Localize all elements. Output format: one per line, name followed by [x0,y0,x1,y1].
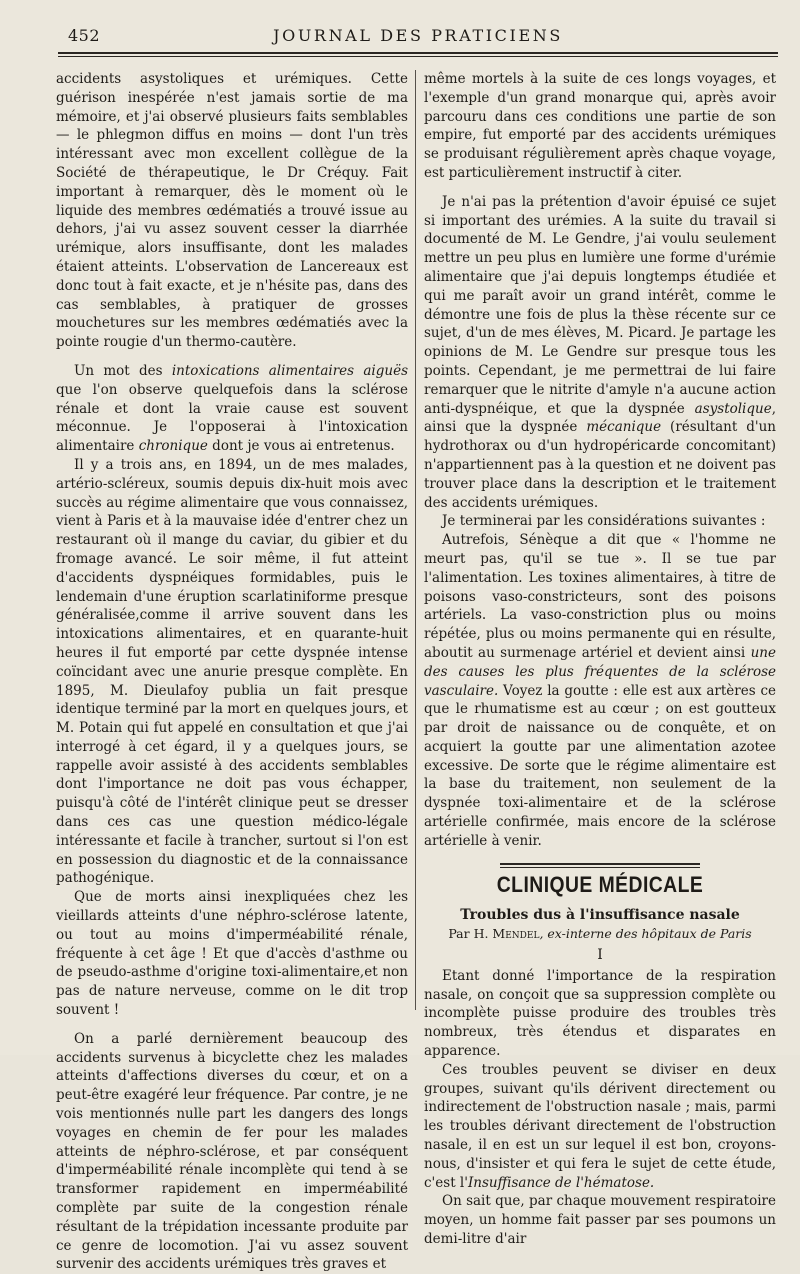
header-rule [58,52,778,54]
paragraph: Ces troubles peuvent se diviser en deux groupes, suivant qu'ils dérivent directement ou indirectement de l'obstruction nasale ; mais, parmi les troubles dérivant directement de l'obstruction nasale, il en est un sur lequel il est bon, croyons-nous, d'insister et qui fera le sujet de cette étude, c'est l'Insuffisance de l'hématose. [424,1061,776,1191]
paragraph: même mortels à la suite de ces longs voyages, et l'exemple d'un grand monarque qui, après avoir parcouru dans ces conditions une partie de son empire, fut emporté par des accidents urémiques se produisant régulièrement après chaque voyage, est particulièrement instructif à citer. [424,71,776,181]
paragraph: Autrefois, Sénèque a dit que « l'homme ne meurt pas, qu'il se tue ». Il se tue par l'alimentation. Les toxines alimentaires, à titre de poisons vaso-constricteurs, sont des poisons artériels. La vaso-constriction plus ou moins répétée, plus ou moins permanente qui en résulte, aboutit au surmenage artériel et devient ainsi une des causes les plus fréquentes de la sclérose vasculaire. Voyez la goutte : elle est aux artères ce que le rhumatisme est au cœur ; on est goutteux par droit de naissance ou de conquête, et on acquiert la goutte par une alimentation azotee excessive. De sorte que le régime alimentaire est la base du traitement, non seulement de la dyspnée toxi-alimentaire et de la sclérose artérielle confirmée, mais encore de la sclérose artérielle à venir. [424,532,776,849]
paragraph: Etant donné l'importance de la respiration nasale, on conçoit que sa suppression complète ou incomplète puisse produire des troubles très nombreux, très étendus et disparates en apparence. [424,967,776,1060]
left-column [56,70,408,1274]
part-number: I [597,947,603,964]
header-rule-thin [58,56,778,57]
paragraph: Que de morts ainsi inexpliquées chez les vieillards atteints d'une néphro-sclérose latente, ou tout au moins d'imperméabilité rénale, fréquente à cet âge ! Et que d'accès d'asthme ou de pseudo-asthme d'origine toxi-alimentaire,et non pas de nature nerveuse, comme on le dit trop souvent ! [56,889,408,1019]
section-rule [500,863,700,868]
page-header [58,26,778,48]
paragraph: Un mot des intoxications alimentaires aiguës que l'on observe quelquefois dans la sclérose rénale et dont la vraie cause est souvent méconnue. Je l'opposerai à l'intoxication alimentaire chronique dont je vous ai entretenus. [56,362,408,455]
paragraph: Je n'ai pas la prétention d'avoir épuisé ce sujet si important des urémies. A la suite du travail si documenté de M. Le Gendre, j'ai voulu seulement mettre un peu plus en lumière une forme d'urémie alimentaire que j'ai depuis longtemps étudiée et qui me paraît avoir un grand intérêt, comme le démontre une fois de plus la thèse récente sur ce sujet, d'un de mes élèves, M. Picard. Je partage les opinions de M. Le Gendre sur presque tous les points. Cependant, je me permettrai de lui faire remarquer que le nitrite d'amyle n'a aucune action anti-dyspnéique, et que la dyspnée asystolique, ainsi que la dyspnée mécanique (résultant d'un hydrothorax ou d'un hydropéricarde concomitant) n'appartiennent pas à la question et ne doivent pas trouver place dans la description et le traitement des accidents urémiques. [424,193,776,511]
paragraph: On sait que, par chaque mouvement respiratoire moyen, un homme fait passer par ses poumons un demi-litre d'air [424,1193,776,1248]
section-title: CLINIQUE MÉDICALE [496,871,704,897]
article-byline: Par H. Mendel, ex-interne des hôpitaux de Paris [448,926,752,942]
column-divider [415,70,416,1010]
page-number: 452 [68,26,101,45]
paragraph: On a parlé dernièrement beaucoup des accidents survenus à bicyclette chez les malades atteints d'affections diverses du cœur, et on a peut-être exagéré leur fréquence. Par contre, je ne vois mentionnés nulle part les dangers des longs voyages en chemin de fer pour les malades atteints de néphro-sclérose, et par conséquent d'imperméabilité rénale incomplète qui tend à se transformer rapidement en imperméabilité complète par suite de la congestion rénale résultant de la trépidation incessante produite par ce genre de locomotion. J'ai vu assez souvent survenir des accidents urémiques très graves et [56,1030,408,1273]
paragraph: accidents asystoliques et urémiques. Cette guérison inespérée n'est jamais sortie de ma mémoire, et j'ai observé plusieurs faits semblables — le phlegmon diffus en moins — dont l'un très intéressant avec mon excellent collègue de la Société de thérapeutique, le Dr Créquy. Fait important à remarquer, dès le moment où le liquide des membres œdématiés a trouvé issue au dehors, j'ai vu assez souvent cesser la diarrhée urémique, alors insuffisante, dont les malades étaient atteints. L'observation de Lancereaux est donc tout à fait exacte, et je n'hésite pas, dans des cas semblables, à pratiquer de grosses mouchetures sur les membres œdématiés avec la pointe rougie d'un thermo-cautère. [56,71,408,351]
article-title: Troubles dus à l'insuffisance nasale [460,907,740,924]
paragraph: Je terminerai par les considérations suivantes : [442,513,766,530]
paragraph: Il y a trois ans, en 1894, un de mes malades, artério-scléreux, soumis depuis dix-huit mois avec succès au régime alimentaire que vous connaissez, vient à Paris et à la mauvaise idée d'entrer chez un restaurant où il mange du caviar, du gibier et du fromage avancé. Le soir même, il fut atteint d'accidents dyspnéiques formidables, puis le lendemain d'une éruption scarlatiniforme presque généralisée,comme il arrive souvent dans les intoxications alimentaires, et en quarante-huit heures il fut emporté par cette dyspnée intense coïncidant avec une anurie presque complète. En 1895, M. Dieulafoy publia un fait presque identique terminé par la mort en quelques jours, et M. Potain qui fut appelé en consultation et que j'ai interrogé à cet égard, il y a quelques jours, se rappelle avoir assisté à des accidents semblables dont l'importance ne doit pas vous échapper, puisqu'à côté de l'intérêt clinique peut se dresser dans ces cas une question médico-légale intéressante et facile à trancher, surtout si l'on est en possession du diagnostic et de la connaissance pathogénique. [56,456,408,887]
right-column [424,70,776,1249]
journal-title: JOURNAL DES PRATICIENS [273,26,563,45]
